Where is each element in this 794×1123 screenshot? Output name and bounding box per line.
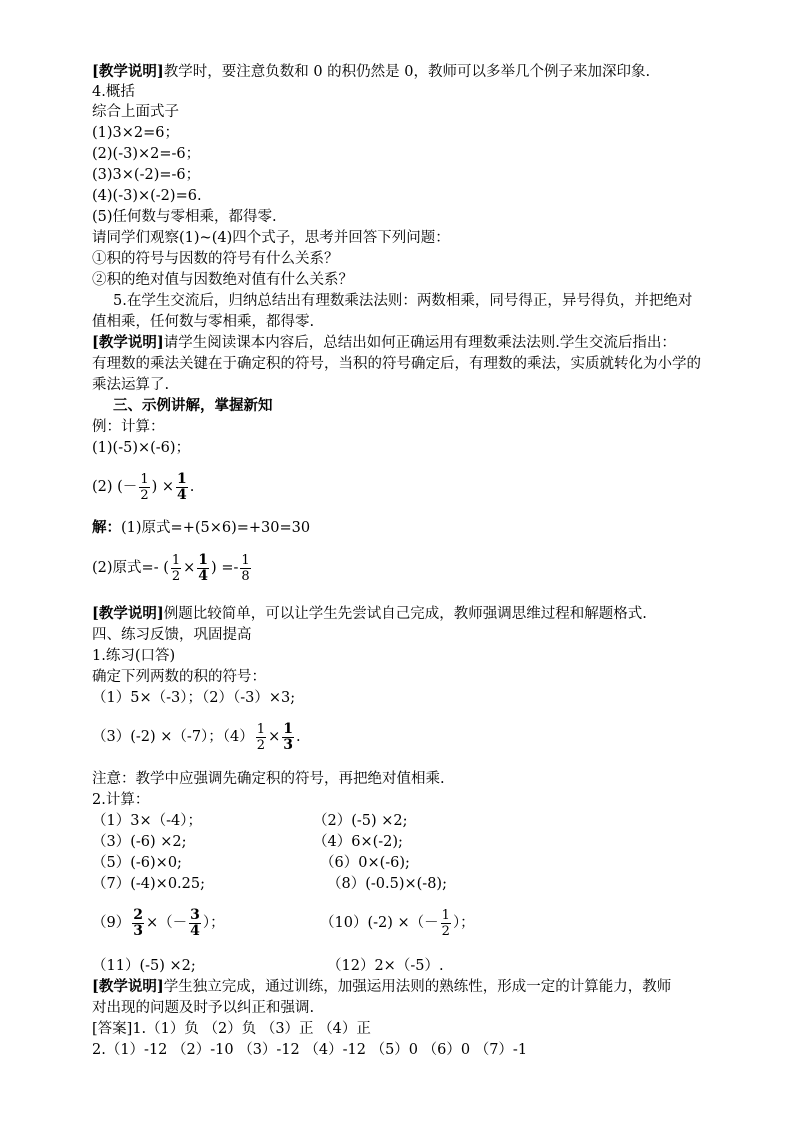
paragraph-line: 确定下列两数的积的符号： <box>92 669 266 685</box>
paragraph-line: 例：计算： <box>92 419 165 435</box>
exercise-item: （8）(-0.5)×(-8); <box>327 876 447 892</box>
note-label: [教学说明] <box>92 978 164 995</box>
exercise-item: （5）(-6)×0; <box>92 855 182 871</box>
exercise-item: （11）(-5) ×2; <box>92 958 196 974</box>
solution-line: 解：(1)原式=+(5×6)=+30=30 <box>92 519 311 536</box>
exercise-item: （12）2×（-5）. <box>327 958 444 974</box>
formula-line: （1）5×（-3）；（2）（-3）×3; <box>92 690 296 706</box>
paragraph-line: 2.计算： <box>92 792 150 808</box>
formula-line: (3)3×(-2)=-6； <box>92 167 201 183</box>
exercise-item: （3）(-6) ×2; <box>92 834 187 850</box>
teaching-note-4: [教学说明]学生独立完成，通过训练，加强运用法则的熟练性，形成一定的计算能力，教师 <box>92 978 672 995</box>
exercise-item: （4）6×(-2); <box>313 834 403 850</box>
paragraph-line: 综合上面式子 <box>92 104 179 120</box>
paragraph-line: 5.在学生交流后，归纳总结出有理数乘法法则：两数相乘，同号得正，异号得负，并把绝对 <box>113 293 693 309</box>
exercise-item: （2）(-5) ×2; <box>313 813 408 829</box>
exercise-item: （7）(-4)×0.25; <box>92 876 205 892</box>
paragraph-line: 注意：教学中应强调先确定积的符号，再把绝对值相乘. <box>92 771 445 787</box>
paragraph-line: 乘法运算了. <box>92 377 170 393</box>
fraction: $\frac{1}{4}$ <box>177 470 187 503</box>
formula-line: (5)任何数与零相乘，都得零. <box>92 209 277 225</box>
question-line: ①积的符号与因数的符号有什么关系？ <box>92 251 339 267</box>
section-heading-practice: 四、练习反馈，巩固提高 <box>92 627 252 643</box>
formula-line-fractions: (2) (－ $\frac{1}{2}$ ) × $\frac{1}{4}$ . <box>92 470 195 503</box>
fraction: $\frac{2}{3}$ <box>133 906 143 939</box>
note-label: [教学说明] <box>92 334 164 351</box>
exercise-item-fractions: （9） $\frac{2}{3}$ ×（－ $\frac{3}{4}$ ）； <box>92 906 225 939</box>
answer-line: 2.（1）-12 （2）-10 （3）-12 （4）-12 （5）0 （6）0 （7）-1 <box>92 1042 528 1058</box>
formula-line: (1)(-5)×(-6)； <box>92 440 191 456</box>
note-label: [教学说明] <box>92 605 164 622</box>
solution-label: 解： <box>92 519 121 536</box>
formula-line: (4)(-3)×(-2)=6. <box>92 188 202 204</box>
note-text: 请学生阅读课本内容后，总结出如何正确运用有理数乘法法则.学生交流后指出： <box>163 335 676 351</box>
paragraph-line: 有理数的乘法关键在于确定积的符号，当积的符号确定后，有理数的乘法，实质就转化为小学的 <box>92 356 701 372</box>
formula-line-fractions: （3）(-2) ×（-7）；（4） $\frac{1}{2}$ × $\frac{1}{3}$ . <box>92 720 301 753</box>
exercise-item: （6）0×(-6); <box>320 855 410 871</box>
paragraph-line: 对出现的问题及时予以纠正和强调. <box>92 1000 315 1016</box>
answer-line: [答案]1.（1）负 （2）负 （3）正 （4）正 <box>92 1021 371 1037</box>
fraction: $\frac{1}{3}$ <box>283 720 293 753</box>
section-heading-generalize: 4.概括 <box>92 84 135 100</box>
paragraph-line: 1.练习(口答) <box>92 648 176 664</box>
fraction: $\frac{1}{8}$ <box>241 552 250 584</box>
paragraph-line: 请同学们观察(1)~(4)四个式子，思考并回答下列问题： <box>92 230 450 246</box>
fraction: $\frac{1}{4}$ <box>198 551 209 584</box>
section-heading-examples: 三、示例讲解，掌握新知 <box>113 397 273 414</box>
teaching-note-3: [教学说明]例题比较简单，可以让学生先尝试自己完成，教师强调思维过程和解题格式. <box>92 605 647 622</box>
fraction: $\frac{3}{4}$ <box>190 906 200 939</box>
note-text: 教学时，要注意负数和 0 的积仍然是 0，教师可以多举几个例子来加深印象. <box>163 64 651 80</box>
teaching-note-2 <box>92 333 676 353</box>
exercise-item-fractions: （10）(-2) ×（－ $\frac{1}{2}$ ）； <box>320 907 475 939</box>
paragraph-line: 值相乘，任何数与零相乘，都得零. <box>92 314 315 330</box>
teaching-note-1 <box>92 62 650 82</box>
formula-line: (2)(-3)×2=-6； <box>92 146 201 162</box>
fraction: $\frac{1}{2}$ <box>171 552 181 584</box>
exercise-item: （1）3×（-4）； <box>92 813 202 829</box>
question-line: ②积的绝对值与因数绝对值有什么关系？ <box>92 272 353 288</box>
fraction: $\frac{1}{2}$ <box>256 721 266 753</box>
formula-line-fractions: (2)原式=- ( $\frac{1}{2}$ × $\frac{1}{4}$ ) =- $\frac{1}{8}$ <box>92 551 250 584</box>
formula-line: (1)3×2=6； <box>92 125 180 141</box>
fraction: $\frac{1}{2}$ <box>441 907 450 939</box>
fraction: $\frac{1}{2}$ <box>140 471 149 503</box>
note-label: [教学说明] <box>92 63 164 80</box>
